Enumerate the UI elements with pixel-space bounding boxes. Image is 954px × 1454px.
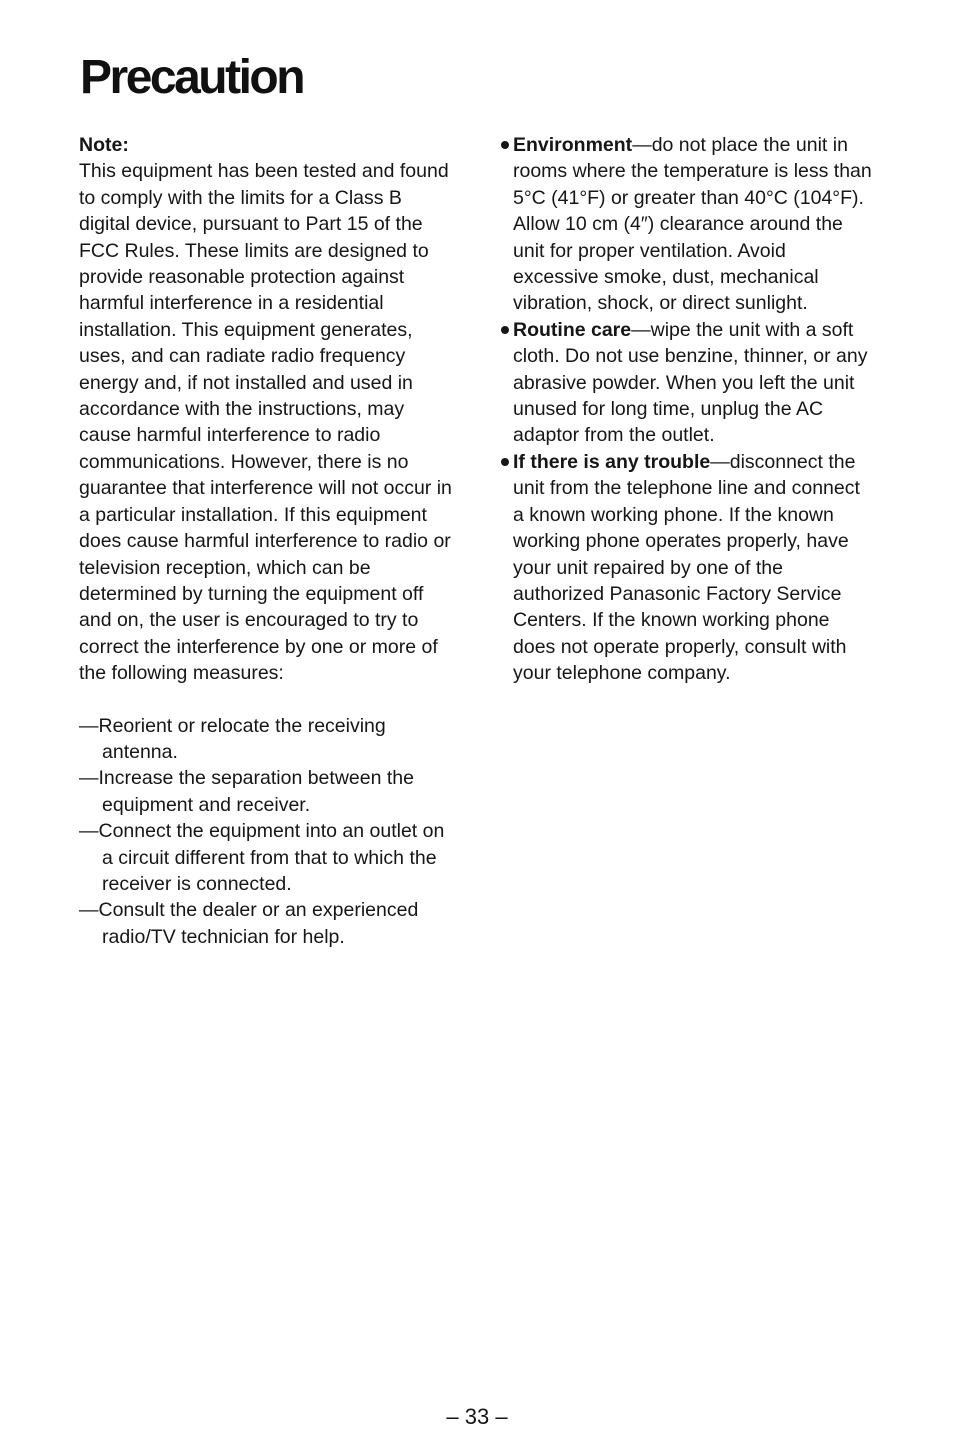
bullet-icon	[501, 141, 509, 149]
precautions-list	[501, 132, 873, 687]
precaution-environment	[501, 132, 873, 317]
measure-item: —Increase the separation between the equipment and receiver.	[79, 767, 414, 816]
precaution-routine-care	[501, 317, 873, 449]
precaution-text: —disconnect the unit from the telephone line and connect a known working phone. If the known working phone operates properly, have your unit repaired by one of the authorized Panasonic Factory Service Centers. If the known working phone does not operate properly, consult with your telephone company.	[513, 450, 860, 685]
fcc-note-column	[79, 132, 469, 950]
measure-item: —Consult the dealer or an experienced radio/TV technician for help.	[79, 899, 419, 948]
interference-measures-list	[79, 713, 459, 951]
precaution-text: —wipe the unit with a soft cloth. Do not use benzine, thinner, or any abrasive powder. When you left the unit unused for long time, unplug the AC adaptor from the outlet.	[513, 318, 868, 447]
measure-item: —Reorient or relocate the receiving antenna.	[79, 714, 386, 763]
precaution-term: If there is any trouble	[513, 450, 711, 473]
measure-item: —Connect the equipment into an outlet on a circuit different from that to which the receiver is connected.	[79, 820, 445, 895]
bullet-icon	[501, 458, 509, 466]
precaution-term: Routine care	[513, 318, 632, 341]
bullet-icon	[501, 326, 509, 334]
precaution-text: —do not place the unit in rooms where the temperature is less than 5°C (41°F) or greater than 40°C (104°F). Allow 10 cm (4″) clearance around the unit for proper ventilation. Avoid excessive smoke, dust, mechanical vibration, shock, or direct sunlight.	[513, 134, 872, 315]
fcc-note-text: This equipment has been tested and found to comply with the limits for a Class B digital device, pursuant to Part 15 of the FCC Rules. These limits are designed to provide reasonable protection against harmful interference in a residential installation. This equipment generates, uses, and can radiate radio frequency energy and, if not installed and used in accordance with the instructions, may cause harmful interference to radio communications. However, there is no guarantee that interference will not occur in a particular installation. If this equipment does cause harmful interference to radio or television reception, which can be determined by turning the equipment off and on, the user is encouraged to try to correct the interference by one or more of the following measures:	[79, 160, 452, 685]
page-title: Precaution	[80, 51, 304, 104]
page-number: – 33 –	[446, 1404, 508, 1429]
precaution-term: Environment	[513, 134, 633, 156]
note-heading: Note:	[79, 134, 129, 156]
precaution-trouble	[501, 449, 873, 687]
precautions-column	[501, 132, 891, 687]
